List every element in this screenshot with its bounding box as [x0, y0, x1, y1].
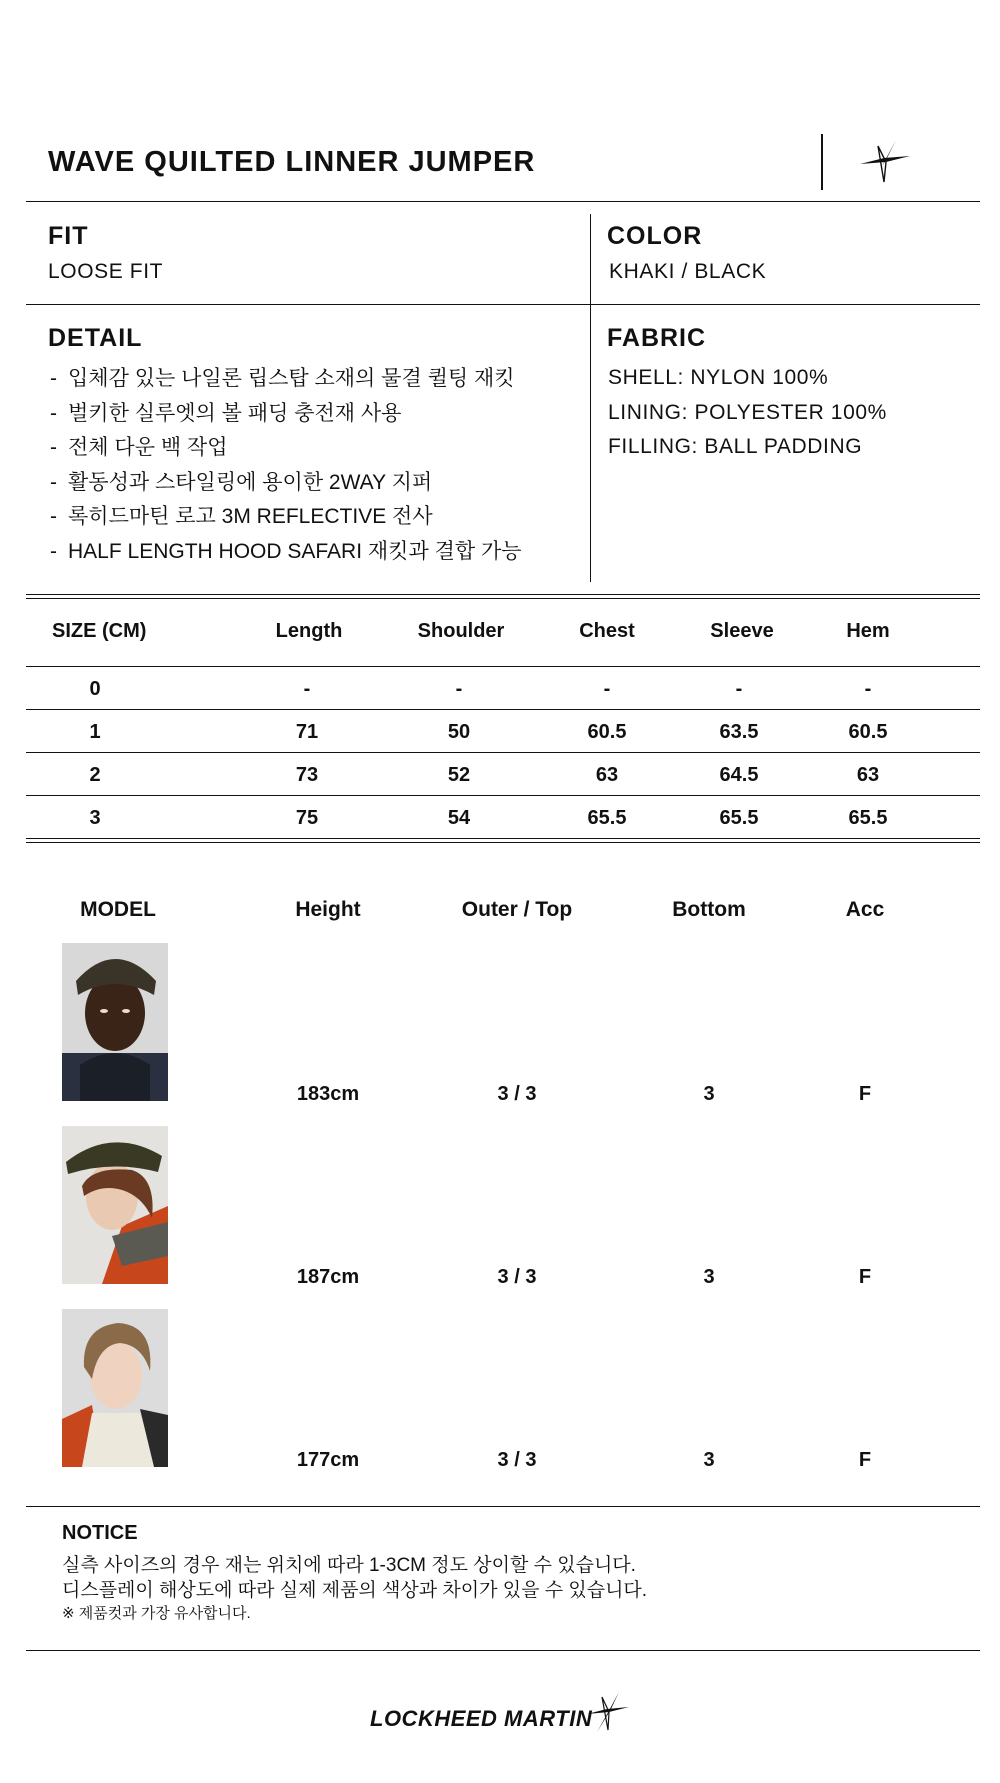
notice-line: 디스플레이 해상도에 따라 실제 제품의 색상과 차이가 있을 수 있습니다. [62, 1580, 648, 1601]
size-table-row [26, 709, 980, 752]
size-cell: 0 [89, 678, 101, 700]
size-cell: 73 [295, 764, 319, 786]
color-value: KHAKI / BLACK [609, 260, 767, 283]
size-header-cell: Chest [579, 620, 635, 642]
model-height: 187cm [296, 1266, 360, 1288]
size-cell: 50 [447, 721, 471, 743]
model-row [26, 1309, 980, 1469]
model-acc: F [858, 1083, 872, 1105]
fabric-list [608, 361, 887, 465]
size-cell: - [603, 678, 611, 700]
detail-item: - HALF LENGTH HOOD SAFARI 재킷과 결합 가능 [50, 539, 522, 563]
size-cell: - [864, 678, 872, 700]
fit-label: FIT [48, 222, 89, 250]
model-height: 183cm [296, 1083, 360, 1105]
size-cell: 65.5 [719, 807, 759, 829]
size-cell: - [303, 678, 311, 700]
divider-top [26, 201, 980, 202]
brand-logo [370, 1690, 646, 1738]
model-photo [62, 1309, 168, 1467]
model-acc: F [858, 1449, 872, 1471]
size-cell: 60.5 [587, 721, 627, 743]
model-header-cell: Height [295, 898, 361, 921]
size-header-cell: Hem [846, 620, 890, 642]
size-cell: 71 [295, 721, 319, 743]
model-row [26, 1126, 980, 1286]
model-header-cell: Outer / Top [461, 898, 573, 921]
size-cell: 3 [89, 807, 101, 829]
divider-middle [26, 304, 980, 305]
size-cell: 2 [89, 764, 101, 786]
model-bottom: 3 [703, 1083, 715, 1105]
brand-wordmark: LOCKHEED MARTIN [370, 1706, 593, 1731]
size-cell: 54 [447, 807, 471, 829]
model-bottom: 3 [703, 1449, 715, 1471]
size-cell: 64.5 [719, 764, 759, 786]
model-row [26, 943, 980, 1103]
size-cell: 63 [856, 764, 880, 786]
detail-label: DETAIL [48, 324, 143, 352]
size-cell: 63 [595, 764, 619, 786]
notice [62, 1522, 647, 1625]
notice-title: NOTICE [62, 1522, 138, 1544]
model-header-cell: Bottom [672, 898, 746, 921]
size-cell: - [455, 678, 463, 700]
size-header-cell: Sleeve [710, 620, 774, 642]
model-header-cell: MODEL [80, 898, 156, 921]
model-photo [62, 1126, 168, 1284]
notice-small: ※ 제품컷과 가장 유사합니다. [62, 1605, 251, 1622]
product-title: WAVE QUILTED LINNER JUMPER [48, 146, 536, 178]
size-table-rule-bottom-inner [26, 842, 980, 843]
size-cell: 65.5 [587, 807, 627, 829]
model-outer-top: 3 / 3 [497, 1449, 537, 1471]
size-table-row [26, 752, 980, 795]
size-cell: 60.5 [848, 721, 888, 743]
color-label: COLOR [607, 222, 703, 250]
size-cell: 52 [447, 764, 471, 786]
size-table-header [26, 600, 980, 666]
size-cell: 75 [295, 807, 319, 829]
divider-notice-top [26, 1506, 980, 1507]
size-header-cell: SIZE (CM) [52, 620, 147, 642]
fabric-item: SHELL: NYLON 100% [608, 366, 829, 389]
model-header-cell: Acc [845, 898, 885, 921]
model-bottom: 3 [703, 1266, 715, 1288]
size-table [26, 600, 980, 838]
size-cell: 63.5 [719, 721, 759, 743]
fabric-label: FABRIC [607, 324, 707, 352]
title-divider [821, 134, 823, 190]
detail-item: - 록히드마틴 로고 3M REFLECTIVE 전사 [50, 505, 433, 528]
fabric-item: LINING: POLYESTER 100% [608, 400, 887, 424]
title-row [26, 130, 980, 202]
detail-item: - 벌키한 실루엣의 볼 패딩 충전재 사용 [50, 401, 402, 425]
divider-notice-bottom [26, 1650, 980, 1651]
star-logo-icon [585, 1690, 631, 1734]
size-cell: 65.5 [848, 807, 888, 829]
size-cell: - [735, 678, 743, 700]
model-acc: F [858, 1266, 872, 1288]
fabric-item: FILLING: BALL PADDING [608, 435, 863, 458]
size-table-rule-top-inner [26, 598, 980, 599]
model-height: 177cm [296, 1449, 360, 1471]
notice-line: 실측 사이즈의 경우 재는 위치에 따라 1-3CM 정도 상이할 수 있습니다. [62, 1555, 636, 1576]
size-table-row [26, 795, 980, 838]
model-outer-top: 3 / 3 [497, 1266, 537, 1288]
size-table-row [26, 666, 980, 709]
size-cell: 1 [89, 721, 101, 743]
detail-list [50, 362, 522, 569]
model-outer-top: 3 / 3 [497, 1083, 537, 1105]
star-logo-icon [856, 138, 912, 186]
column-divider [590, 214, 591, 582]
size-header-cell: Length [275, 620, 343, 642]
model-photo [62, 943, 168, 1101]
detail-item: - 전체 다운 백 작업 [50, 436, 228, 459]
fit-value: LOOSE FIT [48, 260, 164, 283]
size-table-rule-bottom [26, 838, 980, 839]
size-header-cell: Shoulder [417, 620, 505, 642]
size-table-rule-top [26, 594, 980, 595]
detail-item: - 입체감 있는 나일론 립스탑 소재의 물결 퀼팅 재킷 [50, 367, 515, 390]
detail-item: - 활동성과 스타일링에 용이한 2WAY 지퍼 [50, 470, 433, 494]
